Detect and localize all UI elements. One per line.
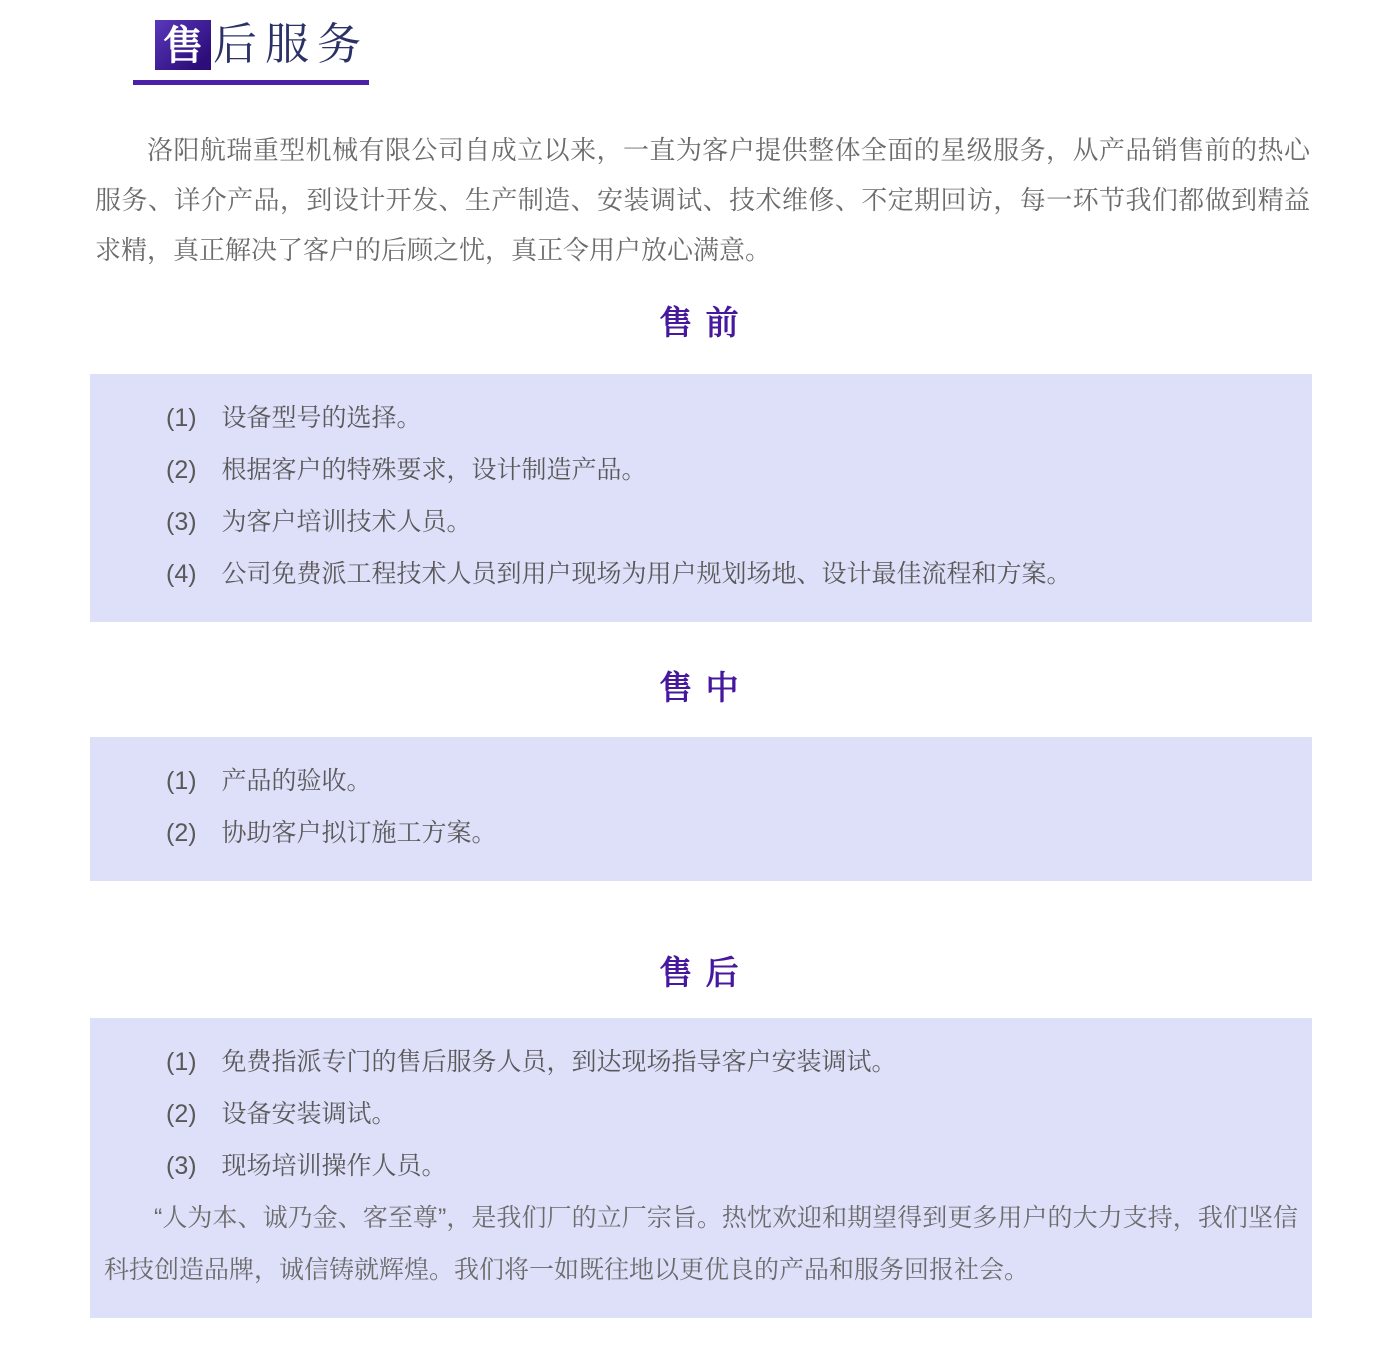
after-sale-box bbox=[90, 1018, 1312, 1318]
title-highlight-char: 售 bbox=[155, 20, 211, 70]
page-title-block bbox=[133, 20, 369, 85]
list-item: (3) 为客户培训技术人员。 bbox=[166, 508, 472, 536]
list-item: (4) 公司免费派工程技术人员到用户现场为用户规划场地、设计最佳流程和方案。 bbox=[166, 560, 1072, 588]
section-heading-pre-sale: 售 前 bbox=[659, 304, 741, 341]
after-sale-list bbox=[104, 1036, 1298, 1192]
section-pre-sale bbox=[0, 297, 1400, 622]
section-mid-sale bbox=[0, 662, 1400, 881]
section-heading-mid-sale: 售 中 bbox=[659, 669, 741, 706]
list-item: (2) 根据客户的特殊要求，设计制造产品。 bbox=[166, 456, 647, 484]
title-text: 后服务 bbox=[213, 20, 369, 69]
mid-sale-box bbox=[90, 737, 1312, 881]
list-item: (2) 设备安装调试。 bbox=[166, 1100, 397, 1128]
list-item: (3) 现场培训操作人员。 bbox=[166, 1152, 447, 1180]
list-item: (1) 设备型号的选择。 bbox=[166, 404, 422, 432]
pre-sale-box bbox=[90, 374, 1312, 622]
list-item: (1) 免费指派专门的售后服务人员，到达现场指导客户安装调试。 bbox=[166, 1048, 897, 1076]
intro-paragraph: 洛阳航瑞重型机械有限公司自成立以来，一直为客户提供整体全面的星级服务，从产品销售前的热心服务、详介产品，到设计开发、生产制造、安装调试、技术维修、不定期回访，每一环节我们都做到精益求精，真正解决了客户的后顾之忧，真正令用户放心满意。 bbox=[95, 135, 1310, 265]
list-item: (1) 产品的验收。 bbox=[166, 767, 372, 795]
section-after-sale bbox=[0, 947, 1400, 1318]
pre-sale-list bbox=[104, 392, 1298, 600]
page-title bbox=[155, 20, 369, 70]
closing-paragraph: “人为本、诚乃金、客至尊”，是我们厂的立厂宗旨。热忱欢迎和期望得到更多用户的大力支持，我们坚信科技创造品牌，诚信铸就辉煌。我们将一如既往地以更优良的产品和服务回报社会。 bbox=[104, 1204, 1298, 1284]
mid-sale-list bbox=[104, 755, 1298, 859]
section-heading-after-sale: 售 后 bbox=[659, 954, 741, 991]
list-item: (2) 协助客户拟订施工方案。 bbox=[166, 819, 497, 847]
